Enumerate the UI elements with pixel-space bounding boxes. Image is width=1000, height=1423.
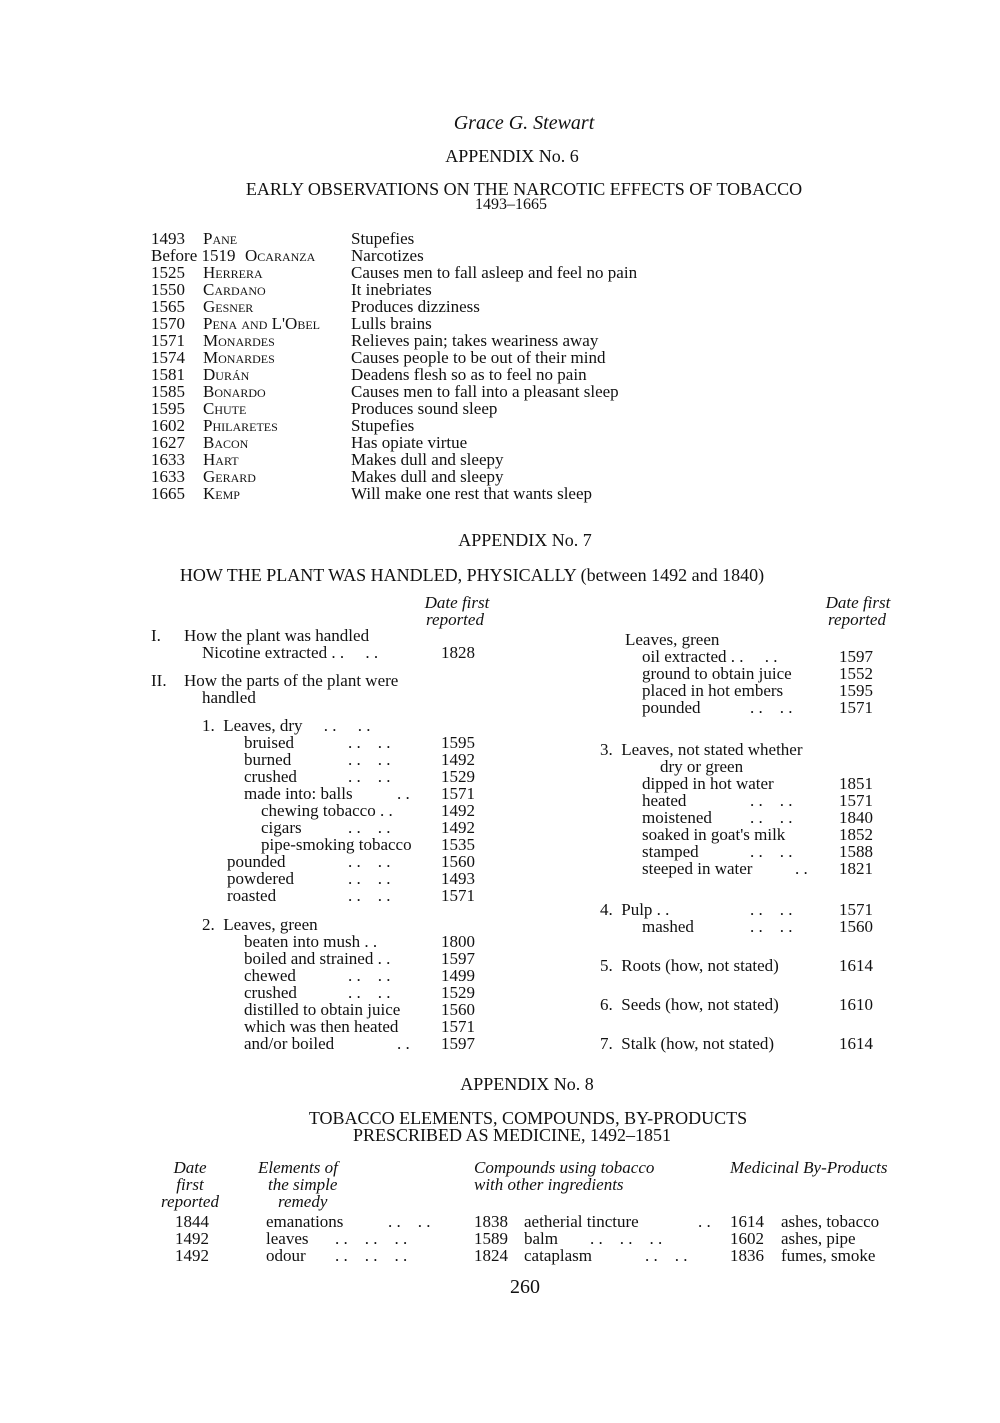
- appendix7-title: APPENDIX No. 7: [458, 530, 592, 550]
- a8-date: 1844: [175, 1212, 209, 1231]
- a6-year: 1581: [151, 365, 185, 384]
- leader-dots: . . . .: [750, 698, 793, 717]
- a7-date: 1595: [441, 733, 475, 752]
- a6-name: Kemp: [203, 484, 240, 503]
- a6-year: 1633: [151, 467, 185, 486]
- appendix8-heading-line1: TOBACCO ELEMENTS, COMPOUNDS, BY-PRODUCTS: [308, 1108, 748, 1128]
- a7-item: made into: balls: [244, 784, 353, 803]
- a7-date: 1614: [839, 1034, 873, 1053]
- a7-date: 1493: [441, 869, 475, 888]
- a7-date: 1560: [441, 1000, 475, 1019]
- a7-item: 2. Leaves, green: [202, 915, 318, 934]
- a6-name: Durán: [203, 365, 250, 384]
- leader-dots: . .: [795, 859, 808, 878]
- a7-item: 7. Stalk (how, not stated): [600, 1034, 775, 1053]
- a7-item: I.: [151, 626, 161, 645]
- right-date-header-line1: Date first: [825, 593, 891, 612]
- a8-element: leaves: [266, 1229, 309, 1248]
- leader-dots: . .: [698, 1212, 711, 1231]
- a7-date: 1828: [441, 643, 475, 662]
- a6-effect: Narcotizes: [351, 246, 424, 265]
- a6-year: 1493: [151, 229, 185, 248]
- a8-compound-date: 1589: [474, 1229, 508, 1248]
- a7-date: 1851: [839, 774, 873, 793]
- a7-item: pipe-smoking tobacco: [261, 835, 412, 854]
- a6-name: Gesner: [203, 297, 254, 316]
- a6-effect: Causes men to fall into a pleasant sleep: [351, 382, 619, 401]
- a7-item: roasted: [227, 886, 277, 905]
- a7-date: 1610: [839, 995, 873, 1014]
- a6-year: 1550: [151, 280, 185, 299]
- a7-item: mashed: [642, 917, 694, 936]
- a8-byproduct: fumes, smoke: [781, 1246, 876, 1265]
- a7-item: bruised: [244, 733, 295, 752]
- a7-date: 1571: [839, 698, 873, 717]
- col-header-compounds: with other ingredients: [474, 1175, 624, 1194]
- a6-effect: Lulls brains: [351, 314, 432, 333]
- a7-item: pounded: [642, 698, 701, 717]
- col-header-date: first: [176, 1175, 204, 1194]
- a6-name: Chute: [203, 399, 247, 418]
- a7-item: Nicotine extracted . . . .: [202, 643, 379, 662]
- leader-dots: . . . .: [750, 900, 793, 919]
- a7-date: 1571: [441, 1017, 475, 1036]
- a6-name: Philaretes: [203, 416, 278, 435]
- right-date-header-line2: reported: [828, 610, 886, 629]
- leader-dots: . .: [397, 784, 410, 803]
- leader-dots: . . . .: [348, 733, 391, 752]
- a7-item: distilled to obtain juice: [244, 1000, 401, 1019]
- a6-year: 1585: [151, 382, 185, 401]
- a6-effect: Relieves pain; takes weariness away: [351, 331, 599, 350]
- left-date-header-line2: reported: [426, 610, 484, 629]
- a7-date: 1552: [839, 664, 873, 683]
- col-header-elements: Elements of: [258, 1158, 338, 1177]
- a6-year: 1571: [151, 331, 185, 350]
- a7-item: 3. Leaves, not stated whether: [600, 740, 803, 759]
- a7-item: 6. Seeds (how, not stated): [600, 995, 779, 1014]
- leader-dots: . . . .: [645, 1246, 688, 1265]
- a7-item: steeped in water: [642, 859, 753, 878]
- col-header-date: Date: [173, 1158, 207, 1177]
- a6-name: Cardano: [203, 280, 266, 299]
- a7-date: 1588: [839, 842, 873, 861]
- a7-item: How the plant was handled: [184, 626, 370, 645]
- a6-year: 1665: [151, 484, 185, 503]
- leader-dots: . . . .: [348, 818, 391, 837]
- a6-year: 1525: [151, 263, 185, 282]
- a7-item: powdered: [227, 869, 295, 888]
- a7-item: Leaves, green: [625, 630, 720, 649]
- col-header-compounds: Compounds using tobacco: [474, 1158, 655, 1177]
- a8-date: 1492: [175, 1246, 209, 1265]
- a7-item: which was then heated: [244, 1017, 399, 1036]
- a6-name: Ocaranza: [245, 246, 316, 265]
- a6-effect: Causes men to fall asleep and feel no pain: [351, 263, 638, 282]
- a7-item: dry or green: [660, 757, 744, 776]
- a7-item: and/or boiled: [244, 1034, 335, 1053]
- leader-dots: . . . .: [348, 886, 391, 905]
- a7-date: 1492: [441, 801, 475, 820]
- a7-item: chewed: [244, 966, 296, 985]
- a6-name: Herrera: [203, 263, 263, 282]
- a6-effect: Has opiate virtue: [351, 433, 468, 452]
- a7-item: ground to obtain juice: [642, 664, 792, 683]
- a6-name: Bonardo: [203, 382, 266, 401]
- a7-item: placed in hot embers: [642, 681, 784, 700]
- a8-byproduct: ashes, pipe: [781, 1229, 856, 1248]
- a6-effect: Deadens flesh so as to feel no pain: [351, 365, 587, 384]
- a6-effect: Causes people to be out of their mind: [351, 348, 606, 367]
- a8-byproduct-date: 1602: [730, 1229, 764, 1248]
- a8-compound: cataplasm: [524, 1246, 592, 1265]
- a7-item: stamped: [642, 842, 699, 861]
- a6-name: Gerard: [203, 467, 256, 486]
- a7-date: 1492: [441, 818, 475, 837]
- a7-item: oil extracted . . . .: [642, 647, 778, 666]
- appendix7-heading: HOW THE PLANT WAS HANDLED, PHYSICALLY (between 1492 and 1840): [179, 565, 765, 585]
- a8-byproduct: ashes, tobacco: [781, 1212, 880, 1231]
- a6-effect: It inebriates: [351, 280, 432, 299]
- a7-date: 1560: [839, 917, 873, 936]
- a7-date: 1800: [441, 932, 475, 951]
- a7-item: burned: [244, 750, 292, 769]
- a6-effect: Makes dull and sleepy: [351, 467, 504, 486]
- a6-year: 1595: [151, 399, 185, 418]
- a7-item: crushed: [244, 983, 297, 1002]
- a7-date: 1614: [839, 956, 873, 975]
- appendix6-title: APPENDIX No. 6: [445, 146, 579, 166]
- a7-item: dipped in hot water: [642, 774, 774, 793]
- appendix8-heading-line2: PRESCRIBED AS MEDICINE, 1492–1851: [352, 1125, 672, 1145]
- leader-dots: . . . . . .: [590, 1229, 663, 1248]
- a8-compound-date: 1838: [474, 1212, 508, 1231]
- a6-effect: Stupefies: [351, 416, 415, 435]
- a8-compound-date: 1824: [474, 1246, 508, 1265]
- leader-dots: . . . .: [750, 842, 793, 861]
- a7-date: 1529: [441, 767, 475, 786]
- a7-date: 1560: [441, 852, 475, 871]
- leader-dots: . . . .: [348, 852, 391, 871]
- leader-dots: . . . .: [388, 1212, 431, 1231]
- a7-date: 1499: [441, 966, 475, 985]
- leader-dots: . . . .: [750, 808, 793, 827]
- a7-item: II.: [151, 671, 167, 690]
- a7-item: chewing tobacco . .: [261, 801, 393, 820]
- a6-year: 1565: [151, 297, 185, 316]
- a7-item: handled: [202, 688, 256, 707]
- col-header-elements: remedy: [278, 1192, 328, 1211]
- a7-date: 1529: [441, 983, 475, 1002]
- a7-item: How the parts of the plant were: [184, 671, 399, 690]
- a8-compound: balm: [524, 1229, 558, 1248]
- leader-dots: . . . .: [750, 791, 793, 810]
- a7-date: 1852: [839, 825, 873, 844]
- a8-byproduct-date: 1614: [730, 1212, 764, 1231]
- a6-year: 1627: [151, 433, 185, 452]
- leader-dots: . . . .: [348, 750, 391, 769]
- a6-name: Monardes: [203, 331, 275, 350]
- a7-item: beaten into mush . .: [244, 932, 378, 951]
- a7-date: 1597: [839, 647, 873, 666]
- a6-name: Pena and L'Obel: [203, 314, 321, 333]
- a6-name: Bacon: [203, 433, 249, 452]
- leader-dots: . . . .: [750, 917, 793, 936]
- a6-year: 1602: [151, 416, 185, 435]
- a6-year: Before 1519: [151, 246, 236, 265]
- a8-date: 1492: [175, 1229, 209, 1248]
- left-date-header-line1: Date first: [424, 593, 490, 612]
- a6-name: Monardes: [203, 348, 275, 367]
- leader-dots: . . . .: [348, 966, 391, 985]
- a6-name: Hart: [203, 450, 239, 469]
- leader-dots: . .: [397, 1034, 410, 1053]
- appendix6-heading: EARLY OBSERVATIONS ON THE NARCOTIC EFFECTS OF TOBACCO: [245, 179, 803, 199]
- leader-dots: . . . . . .: [335, 1229, 408, 1248]
- a6-effect: Makes dull and sleepy: [351, 450, 504, 469]
- a7-date: 1492: [441, 750, 475, 769]
- a8-element: odour: [266, 1246, 306, 1265]
- a7-date: 1535: [441, 835, 475, 854]
- running-header-author: Grace G. Stewart: [453, 112, 595, 134]
- a7-item: soaked in goat's milk: [642, 825, 786, 844]
- a7-date: 1840: [839, 808, 873, 827]
- a7-date: 1821: [839, 859, 873, 878]
- a7-date: 1597: [441, 949, 475, 968]
- a6-year: 1633: [151, 450, 185, 469]
- a7-item: pounded: [227, 852, 286, 871]
- a8-element: emanations: [266, 1212, 344, 1231]
- a6-effect: Will make one rest that wants sleep: [351, 484, 593, 503]
- col-header-date: reported: [161, 1192, 219, 1211]
- leader-dots: . . . . . .: [335, 1246, 408, 1265]
- a6-effect: Produces sound sleep: [351, 399, 498, 418]
- leader-dots: . . . .: [348, 869, 391, 888]
- a8-compound: aetherial tincture: [524, 1212, 639, 1231]
- a7-item: 4. Pulp . .: [600, 900, 670, 919]
- leader-dots: . . . .: [348, 767, 391, 786]
- col-header-elements: the simple: [268, 1175, 338, 1194]
- appendix8-title: APPENDIX No. 8: [460, 1074, 594, 1094]
- a7-item: 1. Leaves, dry . . . .: [202, 716, 371, 735]
- a7-date: 1595: [839, 681, 873, 700]
- a7-date: 1571: [441, 784, 475, 803]
- a7-date: 1571: [441, 886, 475, 905]
- a7-item: crushed: [244, 767, 297, 786]
- a7-date: 1597: [441, 1034, 475, 1053]
- a6-year: 1570: [151, 314, 185, 333]
- a6-effect: Stupefies: [351, 229, 415, 248]
- a6-year: 1574: [151, 348, 185, 367]
- a7-item: cigars: [261, 818, 302, 837]
- a7-item: moistened: [642, 808, 712, 827]
- a6-effect: Produces dizziness: [351, 297, 480, 316]
- page-number: 260: [510, 1276, 540, 1298]
- leader-dots: . . . .: [348, 983, 391, 1002]
- a7-item: heated: [642, 791, 687, 810]
- appendix6-range: 1493–1665: [475, 196, 547, 213]
- a6-name: Pane: [203, 229, 238, 248]
- a7-date: 1571: [839, 791, 873, 810]
- a7-item: boiled and strained . .: [244, 949, 391, 968]
- a8-byproduct-date: 1836: [730, 1246, 764, 1265]
- col-header-byproducts: Medicinal By-Products: [730, 1158, 888, 1177]
- a7-date: 1571: [839, 900, 873, 919]
- a7-item: 5. Roots (how, not stated): [600, 956, 779, 975]
